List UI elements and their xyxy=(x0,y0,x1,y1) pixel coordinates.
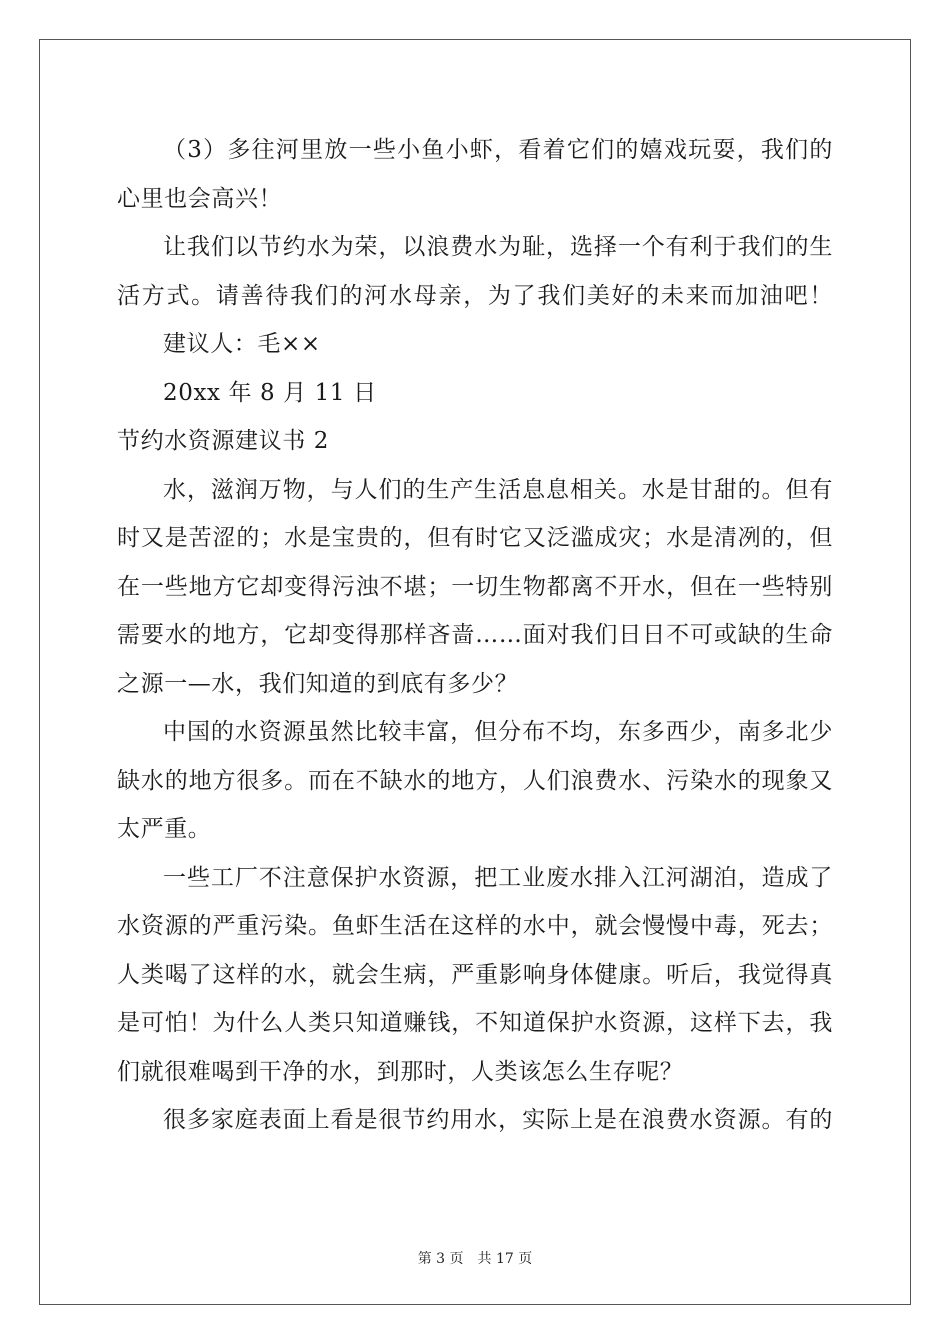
text-line: 很多家庭表面上看是很节约用水，实际上是在浪费水资源。有的 xyxy=(163,1107,833,1133)
text-line: 之源一—水，我们知道的到底有多少？ xyxy=(117,670,519,697)
text-line: 节约水资源建议书 2 xyxy=(117,428,329,454)
text-line: 一些工厂不注意保护水资源，把工业废水排入江河湖泊，造成了 xyxy=(163,864,833,891)
text-line: 让我们以节约水为荣，以浪费水为耻，选择一个有利于我们的生 xyxy=(163,234,833,260)
text-line: 中国的水资源虽然比较丰富，但分布不均，东多西少，南多北少 xyxy=(163,719,833,745)
text-line: 是可怕！为什么人类只知道赚钱，不知道保护水资源，这样下去，我 xyxy=(117,1010,833,1036)
page-footer xyxy=(0,1248,950,1268)
page-total: 共 17 页 xyxy=(477,1251,533,1267)
document-body xyxy=(117,126,833,1145)
page-number: 第 3 页 xyxy=(417,1251,464,1267)
text-line: 人类喝了这样的水，就会生病，严重影响身体健康。听后，我觉得真 xyxy=(117,961,833,988)
text-line: 太严重。 xyxy=(117,816,212,842)
text-line: 需要水的地方，它却变得那样吝啬……面对我们日日不可或缺的生命 xyxy=(117,622,833,648)
text-line: 水，滋润万物，与人们的生产生活息息相关。水是甘甜的。但有 xyxy=(163,476,833,503)
text-line: 缺水的地方很多。而在不缺水的地方，人们浪费水、污染水的现象又 xyxy=(117,767,833,794)
text-line: 时又是苦涩的；水是宝贵的，但有时它又泛滥成灾；水是清冽的，但 xyxy=(117,525,833,551)
text-line: 心里也会高兴！ xyxy=(117,185,283,212)
text-line: 20xx 年 8 月 11 日 xyxy=(163,379,377,406)
text-line: 建议人：毛×× xyxy=(163,331,321,357)
text-line: （3）多往河里放一些小鱼小虾，看着它们的嬉戏玩耍，我们的 xyxy=(163,137,833,163)
text-line: 在一些地方它却变得污浊不堪；一切生物都离不开水，但在一些特别 xyxy=(117,573,833,600)
text-line: 们就很难喝到干净的水，到那时，人类该怎么生存呢？ xyxy=(117,1058,684,1085)
text-line: 水资源的严重污染。鱼虾生活在这样的水中，就会慢慢中毒，死去； xyxy=(117,913,833,939)
text-line: 活方式。请善待我们的河水母亲，为了我们美好的未来而加油吧！ xyxy=(117,282,833,309)
